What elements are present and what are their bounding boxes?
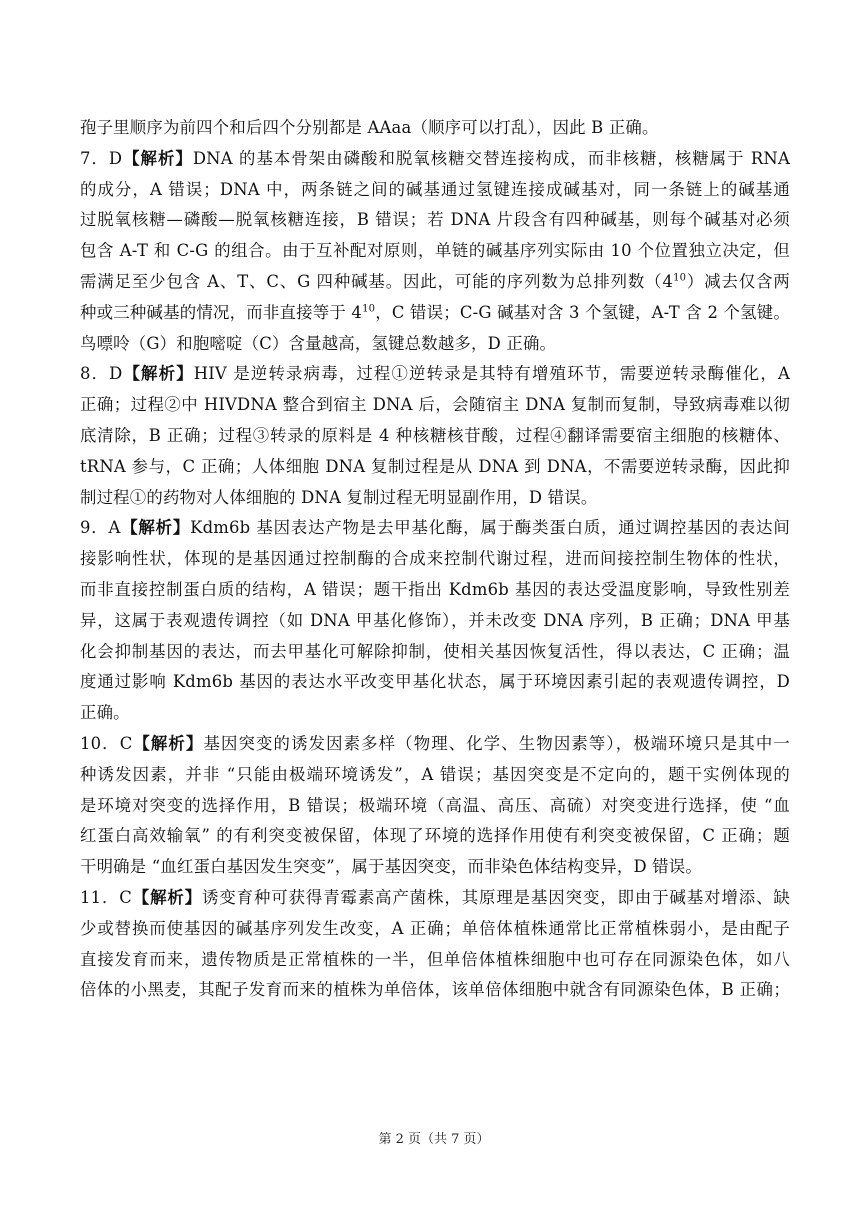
line-text: 红蛋白高效输氧” 的有利突变被保留，体现了环境的选择作用使有利突变被保留，C 正确；题 (80, 826, 790, 846)
line-text: 倍体的小黑麦，其配子发育而来的植株为单倍体，该单倍体细胞中就含有同源染色体，B 正确； (80, 980, 790, 1000)
text-line (80, 729, 790, 760)
text-line (80, 359, 790, 390)
line-text: 制过程①的药物对人体细胞的 DNA 复制过程无明显副作用，D 错误。 (80, 487, 598, 507)
text-line (80, 452, 790, 483)
line-text: tRNA 参与，C 正确；人体细胞 DNA 复制过程是从 DNA 到 DNA，不需要逆转录酶，因此抑 (80, 456, 790, 476)
analysis-label: 【解析】 (122, 148, 193, 168)
line-text: 基因突变的诱发因素多样（物理、化学、生物因素等），极端环境只是其中一 (203, 733, 790, 753)
question-number: 7．D (80, 148, 123, 168)
line-text: 而非直接控制蛋白质的结构，A 错误；题干指出 Kdm6b 基因的表达受温度影响，导致性别差 (80, 579, 790, 599)
text-line (80, 175, 790, 206)
line-text: 孢子里顺序为前四个和后四个分别都是 AAaa（顺序可以打乱），因此 B 正确。 (80, 118, 659, 137)
line-text: 种诱发因素，并非 “只能由极端环境诱发”，A 错误；基因突变是不定向的，题干实例体现的 (80, 764, 790, 784)
text-line (80, 390, 790, 421)
text-line (80, 421, 790, 452)
line-text: HIV 是逆转录病毒，过程①逆转录是其特有增殖环节，需要逆转录酶催化，A (193, 364, 790, 384)
line-text: 直接发育而来，遗传物质是正常植株的一半，但单倍体植株细胞中也可存在同源染色体，如八 (80, 949, 790, 969)
analysis-label: 【解析】 (120, 518, 191, 538)
text-line (80, 606, 790, 637)
question-number: 8．D (80, 364, 123, 384)
line-text: 干明确是 “血红蛋白基因发生突变”，属于基因突变，而非染色体结构变异，D 错误。 (80, 857, 702, 877)
line-text: 鸟嘌呤（G）和胞嘧啶（C）含量越高，氢键总数越多，D 正确。 (80, 333, 557, 353)
text-line (80, 760, 790, 791)
text-line (80, 267, 790, 298)
text-line (80, 698, 790, 729)
line-text: DNA 的基本骨架由磷酸和脱氧核糖交替连接构成，而非核糖，核糖属于 RNA (192, 148, 790, 168)
question-number: 11．C (80, 887, 133, 907)
line-text: 需满足至少包含 A、T、C、G 四种碱基。因此，可能的序列数为总排列数（4 (80, 271, 674, 291)
line-text: 是环境对突变的选择作用，B 错误；极端环境（高温、高压、高硫）对突变进行选择，使 “血 (80, 795, 790, 815)
line-text-continued: ，C 错误；C-G 碱基对含 3 个氢键，A-T 含 2 个氢键。 (375, 302, 790, 322)
text-line (80, 852, 790, 883)
line-text: 正确。 (80, 703, 130, 723)
line-text: 的成分，A 错误；DNA 中，两条链之间的碱基通过氢键连接成碱基对，同一条链上的碱基通 (80, 179, 790, 199)
line-text: 异，这属于表观遗传调控（如 DNA 甲基化修饰），并未改变 DNA 序列，B 正确；DNA 甲基 (80, 610, 790, 630)
text-line (80, 667, 790, 698)
analysis-label: 【解析】 (132, 733, 204, 753)
line-text: 少或替换而使基因的碱基序列发生改变，A 正确；单倍体植株通常比正常植株弱小，是由配子 (80, 918, 790, 938)
line-text: 度通过影响 Kdm6b 基因的表达水平改变甲基化状态，属于环境因素引起的表观遗传调控，D (80, 672, 790, 692)
line-text: 化会抑制基因的表达，而去甲基化可解除抑制，使相关基因恢复活性，得以表达，C 正确；温 (80, 641, 790, 661)
text-line (80, 329, 790, 360)
text-line (80, 236, 790, 267)
analysis-label: 【解析】 (132, 887, 203, 907)
text-line (80, 144, 790, 175)
line-text-continued: ）减去仅含两 (686, 271, 790, 291)
text-line (80, 113, 790, 144)
text-line (80, 975, 790, 1006)
page-footer: 第 2 页（共 7 页） (378, 1132, 490, 1147)
line-text: 包含 A-T 和 C-G 的组合。由于互补配对原则，单链的碱基序列实际由 10 个位置独立决定，但 (80, 241, 790, 261)
line-text: Kdm6b 基因表达产物是去甲基化酶，属于酶类蛋白质，通过调控基因的表达间 (190, 518, 790, 538)
question-number: 10．C (80, 733, 133, 753)
line-text: 正确；过程②中 HIVDNA 整合到宿主 DNA 后，会随宿主 DNA 复制而复制，导致病毒难以彻 (80, 395, 790, 415)
line-text: 接影响性状，体现的是基因通过控制酶的合成来控制代谢过程，进而间接控制生物体的性状， (80, 549, 790, 569)
text-line (80, 298, 790, 329)
text-line (80, 821, 790, 852)
text-line (80, 513, 790, 544)
text-line (80, 791, 790, 822)
text-line (80, 637, 790, 668)
text-line (80, 914, 790, 945)
question-number: 9．A (80, 518, 121, 538)
line-text: 诱变育种可获得青霉素高产菌株，其原理是基因突变，即由于碱基对增添、缺 (202, 887, 790, 907)
text-line (80, 945, 790, 976)
line-text: 种或三种碱基的情况，而非直接等于 4 (80, 302, 363, 322)
text-line (80, 883, 790, 914)
answer-explanations (80, 113, 790, 1006)
text-line (80, 544, 790, 575)
line-text: 底清除，B 正确；过程③转录的原料是 4 种核糖核苷酸，过程④翻译需要宿主细胞的核糖体、 (80, 425, 790, 445)
superscript: 10 (362, 303, 376, 315)
text-line (80, 483, 790, 514)
analysis-label: 【解析】 (122, 364, 194, 384)
line-text: 过脱氧核糖—磷酸—脱氧核糖连接，B 错误；若 DNA 片段含有四种碱基，则每个碱基对必须 (80, 210, 790, 230)
text-line (80, 575, 790, 606)
superscript: 10 (673, 272, 687, 284)
text-line (80, 205, 790, 236)
